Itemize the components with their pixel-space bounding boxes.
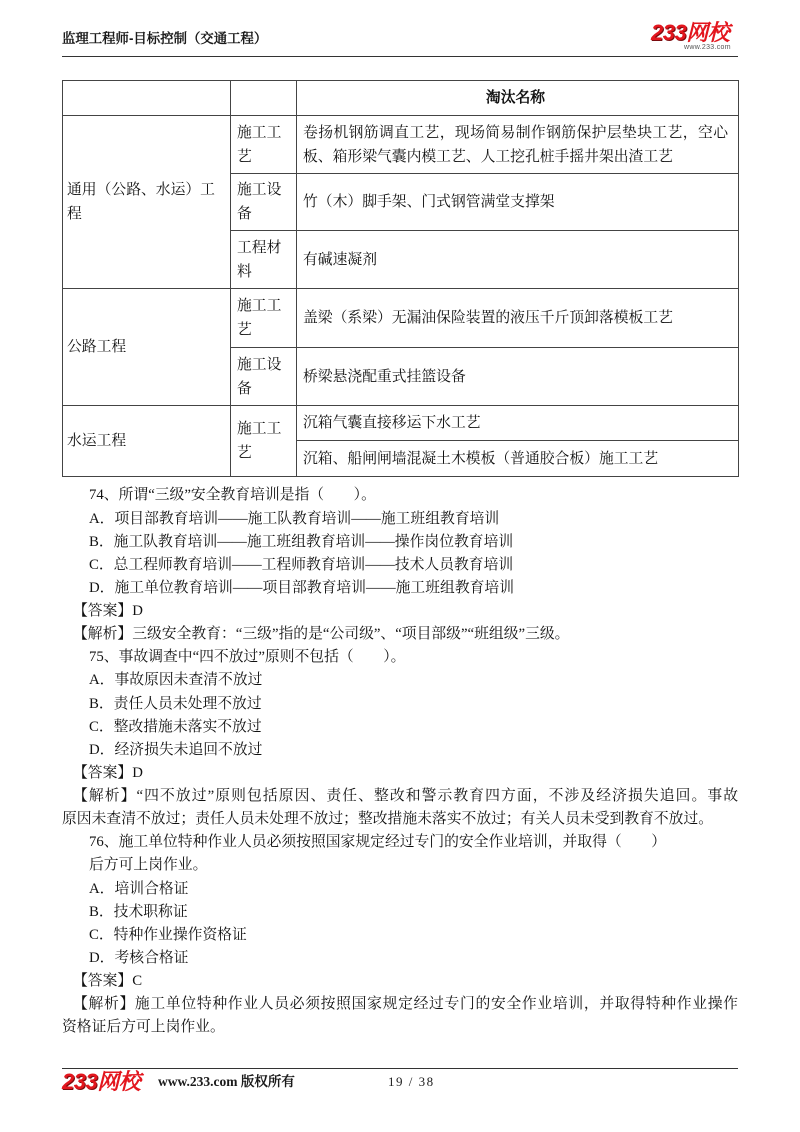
table-row xyxy=(63,289,739,348)
question-stem: 74、所谓“三级”安全教育培训是指（ ）。 xyxy=(89,487,376,504)
name-cell: 沉箱、船闸闸墙混凝土木模板（普通胶合板）施工工艺 xyxy=(297,441,739,477)
analysis-line xyxy=(62,785,738,808)
header-cell-type xyxy=(231,81,297,116)
analysis-text: 施工单位特种作业人员必须按照国家规定经过专门的安全作业培训，并取得特种作业操作 xyxy=(134,996,738,1013)
name-cell: 桥梁悬浇配重式挂篮设备 xyxy=(297,348,739,406)
question-stem: 75、事故调查中“四不放过”原则不包括（ ）。 xyxy=(89,649,406,666)
option-c: C．特种作业操作资格证 xyxy=(89,926,247,943)
logo-number: 233 xyxy=(651,20,687,45)
category-cell-waterway: 水运工程 xyxy=(63,406,231,477)
brand-logo xyxy=(651,21,741,53)
header-cell-name: 淘汰名称 xyxy=(297,81,739,116)
answer-label: 【答案】 xyxy=(73,973,133,990)
option-b: B．技术职称证 xyxy=(89,903,188,920)
type-cell: 施工设备 xyxy=(231,348,297,406)
header-cell-category xyxy=(63,81,231,116)
option-c: C．整改措施未落实不放过 xyxy=(89,718,262,735)
page-number: 19 / 38 xyxy=(388,1074,435,1089)
questions-section xyxy=(62,484,738,1039)
name-cell: 竹（木）脚手架、门式钢管满堂支撑架 xyxy=(297,174,739,231)
logo-text: 网校 xyxy=(686,20,730,45)
question-74 xyxy=(62,484,738,646)
analysis-label: 【解析】 xyxy=(73,996,135,1013)
option-c: C．总工程师教育培训——工程师教育培训——技术人员教育培训 xyxy=(89,556,514,573)
category-cell-general: 通用（公路、水运）工程 xyxy=(63,116,231,289)
type-cell: 施工工艺 xyxy=(231,406,297,477)
option-d: D．经济损失未追回不放过 xyxy=(89,741,263,758)
analysis-continuation: 原因未查清不放过；责任人员未处理不放过；整改措施未落实不放过；有关人员未受到教育不放过。 xyxy=(62,811,714,828)
table-header-row xyxy=(63,81,739,116)
name-cell: 有碱速凝剂 xyxy=(297,231,739,289)
name-cell: 沉箱气囊直接移运下水工艺 xyxy=(297,406,739,441)
analysis-label: 【解析】 xyxy=(73,788,137,805)
answer-label: 【答案】 xyxy=(73,764,133,781)
table-row xyxy=(63,116,739,174)
logo-url: www.233.com xyxy=(684,44,731,51)
type-cell: 施工工艺 xyxy=(231,116,297,174)
answer-line xyxy=(62,762,738,785)
eliminated-techniques-table xyxy=(62,80,739,477)
answer-value: D xyxy=(132,764,143,781)
logo-wordmark xyxy=(651,21,741,45)
option-b: B．责任人员未处理不放过 xyxy=(89,695,262,712)
name-cell: 盖梁（系梁）无漏油保险装置的液压千斤顶卸落模板工艺 xyxy=(297,289,739,348)
option-a: A．项目部教育培训——施工队教育培训——施工班组教育培训 xyxy=(89,510,500,527)
footer-copyright: www.233.com 版权所有 xyxy=(158,1074,295,1089)
footer-logo xyxy=(62,1070,140,1094)
name-cell: 卷扬机钢筋调直工艺，现场简易制作钢筋保护层垫块工艺，空心板、箱形梁气囊内模工艺、人工挖孔桩手摇井架出渣工艺 xyxy=(297,116,739,174)
answer-value: C xyxy=(132,973,143,990)
option-d: D．施工单位教育培训——项目部教育培训——施工班组教育培训 xyxy=(89,579,515,596)
analysis-label: 【解析】 xyxy=(73,626,133,643)
option-a: A．培训合格证 xyxy=(89,880,189,897)
answer-line xyxy=(62,600,738,623)
analysis-text: 三级安全教育：“三级”指的是“公司级”、“项目部级”“班组级”三级。 xyxy=(132,626,570,643)
type-cell: 工程材料 xyxy=(231,231,297,289)
answer-label: 【答案】 xyxy=(73,603,133,620)
analysis-line xyxy=(62,623,738,646)
option-b: B．施工队教育培训——施工班组教育培训——操作岗位教育培训 xyxy=(89,533,514,550)
type-cell: 施工设备 xyxy=(231,174,297,231)
option-d: D．考核合格证 xyxy=(89,949,189,966)
table-row xyxy=(63,406,739,441)
type-cell: 施工工艺 xyxy=(231,289,297,348)
question-76 xyxy=(62,831,738,1039)
option-a: A．事故原因未查清不放过 xyxy=(89,672,263,689)
footer-logo-number: 233 xyxy=(62,1069,98,1094)
question-stem-continuation: 后方可上岗作业。 xyxy=(89,857,208,874)
header-divider xyxy=(62,56,738,57)
footer-logo-text: 网校 xyxy=(97,1069,141,1094)
analysis-line xyxy=(62,993,738,1016)
answer-line xyxy=(62,970,738,993)
analysis-text: “四不放过”原则包括原因、责任、整改和警示教育四方面，不涉及经济损失追回。事故 xyxy=(136,788,738,805)
footer-divider xyxy=(62,1068,738,1069)
question-stem: 76、施工单位特种作业人员必须按照国家规定经过专门的安全作业培训，并取得（ ） xyxy=(89,834,667,851)
answer-value: D xyxy=(132,603,143,620)
question-75 xyxy=(62,646,738,831)
category-cell-highway: 公路工程 xyxy=(63,289,231,406)
analysis-continuation: 资格证后方可上岗作业。 xyxy=(62,1019,225,1036)
document-title: 监理工程师-目标控制（交通工程） xyxy=(62,31,268,46)
